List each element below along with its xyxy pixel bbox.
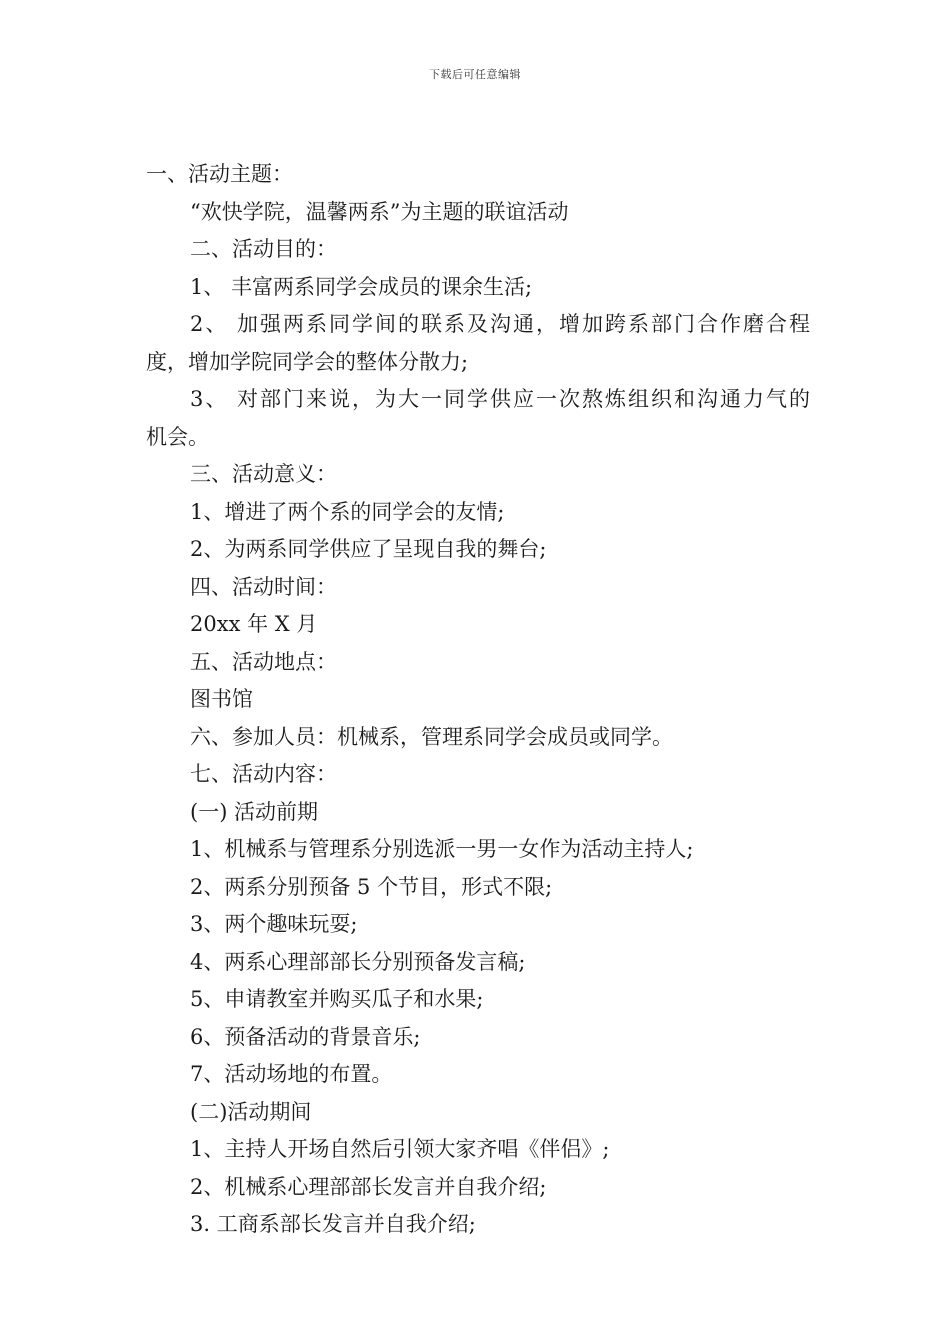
paragraph: 20xx 年 X 月: [190, 612, 318, 636]
list-item: 6、预备活动的背景音乐;: [190, 1024, 421, 1049]
paragraph: 图书馆: [190, 687, 253, 711]
section-heading: 二、活动目的：: [190, 237, 337, 261]
section-heading: 六、参加人员：机械系，管理系同学会成员或同学。: [190, 724, 673, 749]
section-heading: 五、活动地点：: [190, 649, 337, 674]
list-item: 2、两系分别预备 5 个节目，形式不限;: [190, 874, 553, 899]
list-item-continuation: 度，增加学院同学会的整体分散力;: [146, 349, 469, 374]
list-item: 1、主持人开场自然后引领大家齐唱《伴侣》;: [190, 1137, 610, 1161]
section-heading: 四、活动时间：: [190, 574, 337, 599]
document-body: [146, 156, 810, 1244]
section-heading: 一、活动主题：: [146, 162, 293, 186]
list-item: 1、增进了两个系的同学会的友情;: [190, 499, 505, 524]
list-item: 7、活动场地的布置。: [190, 1062, 393, 1086]
list-item: 4、两系心理部部长分别预备发言稿;: [190, 949, 526, 974]
list-item: 2、 加强两系同学间的联系及沟通，增加跨系部门合作磨合程: [190, 312, 810, 336]
list-item-continuation: 机会。: [146, 424, 209, 449]
section-heading: 七、活动内容：: [190, 762, 337, 786]
list-item: 3. 工商系部长发言并自我介绍;: [190, 1212, 476, 1236]
list-item: 2、机械系心理部部长发言并自我介绍;: [190, 1174, 547, 1199]
list-item: 1、机械系与管理系分别选派一男一女作为活动主持人;: [190, 837, 694, 861]
sub-heading: (一) 活动前期: [190, 799, 319, 824]
section-heading: 三、活动意义：: [190, 462, 337, 486]
list-item: 5、申请教室并购买瓜子和水果;: [190, 987, 484, 1011]
list-item: 3、两个趣味玩耍;: [190, 912, 358, 936]
list-item: 2、为两系同学供应了呈现自我的舞台;: [190, 537, 547, 561]
list-item: 1、 丰富两系同学会成员的课余生活;: [190, 274, 533, 299]
list-item: 3、 对部门来说，为大一同学供应一次熬炼组织和沟通力气的: [190, 387, 810, 411]
page-header: 下载后可任意编辑: [429, 68, 521, 81]
sub-heading: (二)活动期间: [190, 1099, 312, 1124]
paragraph: “欢快学院，温馨两系”为主题的联谊活动: [190, 199, 569, 224]
